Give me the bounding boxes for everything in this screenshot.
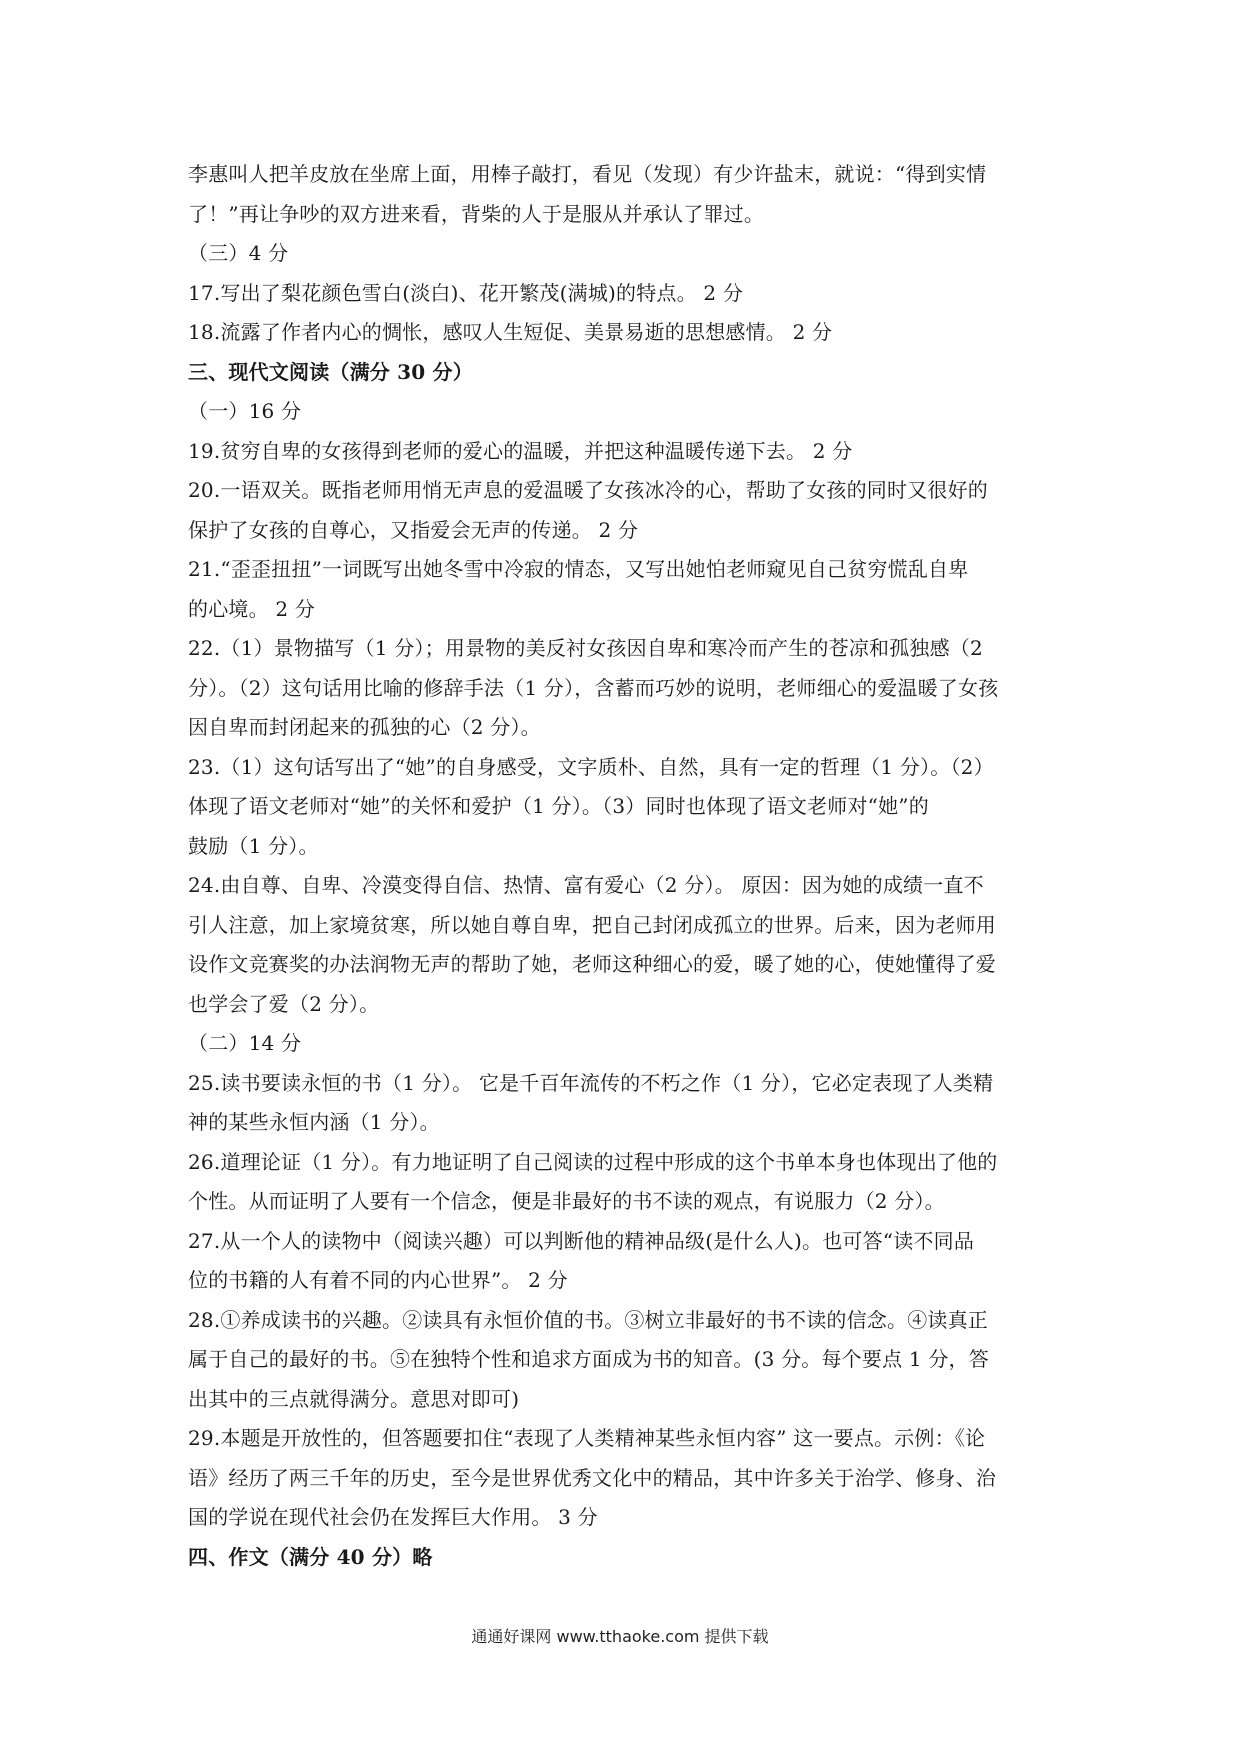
text-line: 个性。从而证明了人要有一个信念，便是非最好的书不读的观点，有说服力（2 分）。 [188,1189,945,1213]
text-line: 的心境。 2 分 [188,596,316,621]
text-line: 26.道理论证（1 分）。有力地证明了自己阅读的过程中形成的这个书单本身也体现出了他的 [188,1149,998,1174]
text-line: （二）14 分 [188,1031,302,1055]
text-line: 29.本题是开放性的，但答题要扣住“表现了人类精神某些永恒内容” 这一要点。示例：《论 [188,1426,986,1450]
section-heading: 三、现代文阅读（满分 30 分） [188,359,473,384]
text-line: 体现了语文老师对“她”的关怀和爱护（1 分）。（3）同时也体现了语文老师对“她”的 [188,794,929,818]
text-line: 19.贫穷自卑的女孩得到老师的爱心的温暖，并把这种温暖传递下去。 2 分 [188,438,853,463]
text-line: 28.①养成读书的兴趣。②读具有永恒价值的书。③树立非最好的书不读的信念。④读真正 [188,1307,989,1332]
text-line: 李惠叫人把羊皮放在坐席上面，用棒子敲打，看见（发现）有少许盐末，就说：“得到实情 [188,162,987,186]
text-line: 神的某些永恒内涵（1 分）。 [188,1110,440,1134]
text-line: 保护了女孩的自尊心，又指爱会无声的传递。 2 分 [188,517,639,542]
text-line: 20.一语双关。既指老师用悄无声息的爱温暖了女孩冰冷的心，帮助了女孩的同时又很好的 [188,478,989,502]
text-line: （三）4 分 [188,241,289,265]
text-line: 引人注意，加上家境贫寒，所以她自尊自卑，把自己封闭成孤立的世界。后来，因为老师用 [188,912,996,937]
text-line: 鼓励（1 分）。 [188,833,319,858]
text-line: 了！”再让争吵的双方进来看，背柴的人于是服从并承认了罪过。 [188,201,765,226]
text-line: 位的书籍的人有着不同的内心世界”。 2 分 [188,1268,568,1292]
text-line: 出其中的三点就得满分。意思对即可) [188,1386,520,1411]
text-line: 27.从一个人的读物中（阅读兴趣）可以判断他的精神品级(是什么人)。也可答“读不同品 [188,1228,975,1253]
text-line: 属于自己的最好的书。⑤在独特个性和追求方面成为书的知音。(3 分。每个要点 1 分，答 [188,1347,989,1371]
text-line: 24.由自尊、自卑、冷漠变得自信、热情、富有爱心（2 分）。 原因：因为她的成绩一直不 [188,873,984,897]
answer-key-body [188,155,1068,1577]
text-line: （一）16 分 [188,399,302,423]
text-line: 因自卑而封闭起来的孤独的心（2 分）。 [188,715,541,739]
text-line: 语》经历了两三千年的历史，至今是世界优秀文化中的精品，其中许多关于治学、修身、治 [188,1465,996,1490]
text-line: 25.读书要读永恒的书（1 分）。 它是千百年流传的不朽之作（1 分），它必定表现了人类精 [188,1070,994,1095]
text-line: 17.写出了梨花颜色雪白(淡白)、花开繁茂(满城)的特点。 2 分 [188,280,744,305]
section-heading: 四、作文（满分 40 分）略 [188,1544,433,1569]
text-line: 设作文竞赛奖的办法润物无声的帮助了她，老师这种细心的爱，暖了她的心，使她懂得了爱 [188,952,996,976]
text-line: 分）。（2）这句话用比喻的修辞手法（1 分），含蓄而巧妙的说明，老师细心的爱温暖了女孩 [188,675,999,700]
text-line: 23.（1）这句话写出了“她”的自身感受，文字质朴、自然，具有一定的哲理（1 分）。（2） [188,754,994,779]
text-line: 21.“歪歪扭扭”一词既写出她冬雪中冷寂的情态，又写出她怕老师窥见自己贫穷慌乱自卑 [188,557,969,581]
text-line: 也学会了爱（2 分）。 [188,991,380,1016]
text-line: 22.（1）景物描写（1 分）；用景物的美反衬女孩因自卑和寒冷而产生的苍凉和孤独感（2 [188,636,983,660]
text-line: 18.流露了作者内心的惆怅，感叹人生短促、美景易逝的思想感情。 2 分 [188,320,833,344]
page-footer: 通通好课网 www.tthaoke.com 提供下载 [471,1627,769,1646]
text-line: 国的学说在现代社会仍在发挥巨大作用。 3 分 [188,1505,598,1529]
